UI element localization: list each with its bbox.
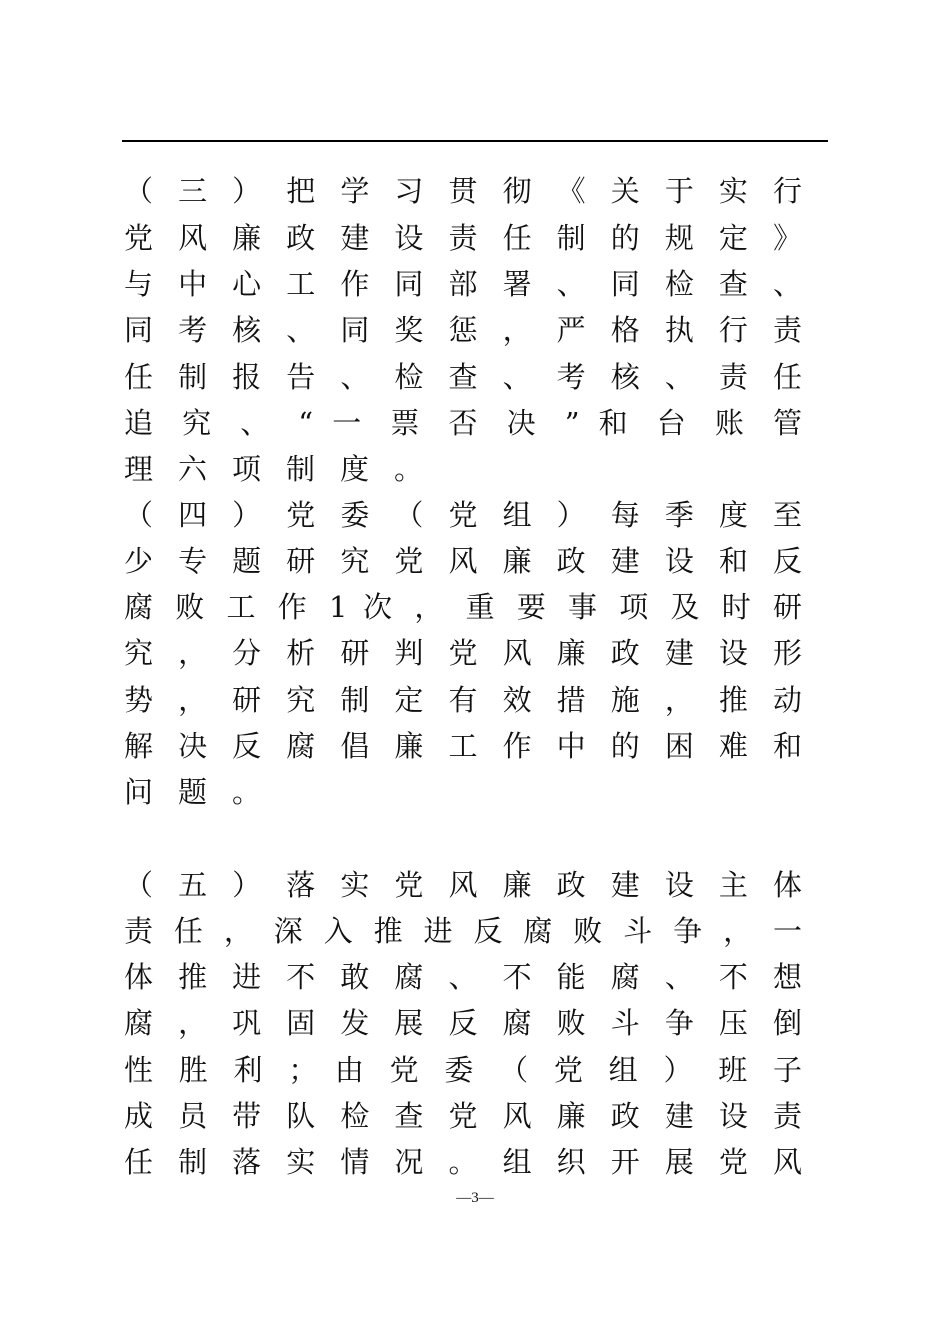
text-line: 腐 败 工 作 1 次 ， 重 要 事 项 及 时 研: [124, 590, 802, 624]
text-line: （ 三 ） 把 学 习 贯 彻 《 关 于 实 行: [124, 174, 802, 208]
text-line: 少 专 题 研 究 党 风 廉 政 建 设 和 反: [124, 544, 802, 578]
page-number: —3—: [456, 1190, 494, 1206]
text-line: 同 考 核 、 同 奖 惩 ， 严 格 执 行 责: [124, 313, 802, 347]
text-line: 党 风 廉 政 建 设 责 任 制 的 规 定 》: [124, 221, 802, 255]
text-line: 理六项制度。: [124, 452, 449, 486]
text-line: 任 制 报 告 、 检 查 、 考 核 、 责 任: [124, 360, 802, 394]
text-line: 成 员 带 队 检 查 党 风 廉 政 建 设 责: [124, 1099, 802, 1133]
text-line: 追 究 、 “ 一 票 否 决 ” 和 台 账 管: [124, 406, 802, 440]
text-line: 体 推 进 不 敢 腐 、 不 能 腐 、 不 想: [124, 960, 802, 994]
text-line: 任 制 落 实 情 况 。 组 织 开 展 党 风: [124, 1145, 802, 1179]
text-line: 与 中 心 工 作 同 部 署 、 同 检 查 、: [124, 267, 802, 301]
text-line: 性 胜 利 ； 由 党 委 （ 党 组 ） 班 子: [124, 1053, 802, 1087]
text-line: 解 决 反 腐 倡 廉 工 作 中 的 困 难 和: [124, 729, 802, 763]
text-line: 问题。: [124, 775, 287, 809]
text-line: 究 ， 分 析 研 判 党 风 廉 政 建 设 形: [124, 636, 802, 670]
text-line: （ 四 ） 党 委 （ 党 组 ） 每 季 度 至: [124, 498, 802, 532]
text-line: （ 五 ） 落 实 党 风 廉 政 建 设 主 体: [124, 868, 802, 902]
text-line: 势 ， 研 究 制 定 有 效 措 施 ， 推 动: [124, 683, 802, 717]
text-line: 责 任 ， 深 入 推 进 反 腐 败 斗 争 ， 一: [124, 914, 802, 948]
header-rule: [122, 140, 828, 142]
text-line: 腐 ， 巩 固 发 展 反 腐 败 斗 争 压 倒: [124, 1006, 802, 1040]
